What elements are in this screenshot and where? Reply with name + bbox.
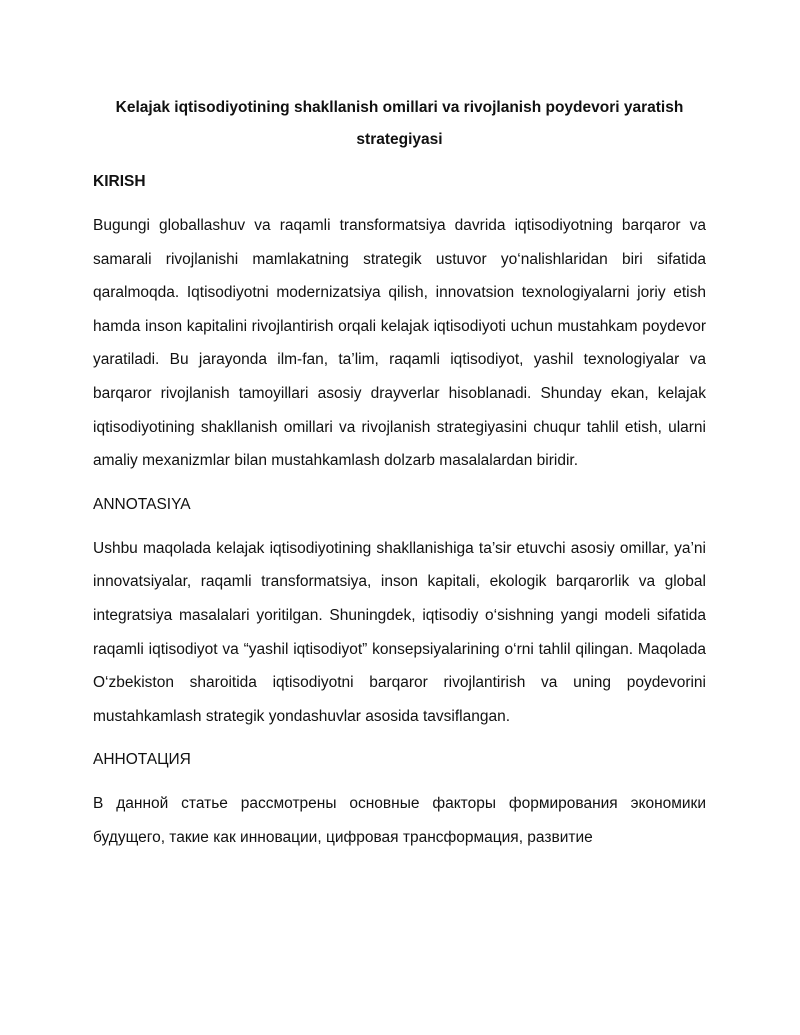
document-body bbox=[93, 92, 706, 865]
paragraph-kirish: Bugungi globallashuv va raqamli transformatsiya davrida iqtisodiyotning barqaror va samarali rivojlanishi mamlakatning strategik ustuvor yo‘nalishlaridan biri sifatida qaralmoqda. Iqtisodiyotni modernizatsiya qilish, innovatsion texnologiyalarni joriy etish hamda inson kapitalini rivojlantirish orqali kelajak iqtisodiyoti uchun mustahkam poydevor yaratiladi. Bu jarayonda ilm-fan, ta’lim, raqamli iqtisodiyot, yashil texnologiyalar va barqaror rivojlanish tamoyillari asosiy drayverlar hisoblanadi. Shunday ekan, kelajak iqtisodiyotining shakllanish omillari va rivojlanish strategiyasini chuqur tahlil etish, ularni amaliy mexanizmlar bilan mustahkamlash dolzarb masalalardan biridir. bbox=[93, 217, 706, 470]
section-heading-kirish: KIRISH bbox=[93, 173, 146, 190]
paragraph-annotatsiya-ru: В данной статье рассмотрены основные факторы формирования экономики будущего, такие как инновации, цифровая трансформация, развитие bbox=[93, 795, 706, 846]
section-heading-annotatsiya-ru: АННОТАЦИЯ bbox=[93, 751, 191, 769]
document-title: Kelajak iqtisodiyotining shakllanish omillari va rivojlanish poydevori yaratish strategiyasi bbox=[115, 99, 684, 148]
paragraph-annotasiya: Ushbu maqolada kelajak iqtisodiyotining shakllanishiga ta’sir etuvchi asosiy omillar, ya’ni innovatsiyalar, raqamli transformatsiya, inson kapitali, ekologik barqarorlik va global integratsiya masalalari yoritilgan. Shuningdek, iqtisodiy o‘sishning yangi modeli sifatida raqamli iqtisodiyot va “yashil iqtisodiyot” konsepsiyalarining o‘rni tahlil qilingan. Maqolada O‘zbekiston sharoitida iqtisodiyotni barqaror rivojlantirish va uning poydevorini mustahkamlash strategik yondashuvlar asosida tavsiflangan. bbox=[93, 539, 706, 725]
section-heading-annotasiya: ANNOTASIYA bbox=[93, 495, 191, 513]
